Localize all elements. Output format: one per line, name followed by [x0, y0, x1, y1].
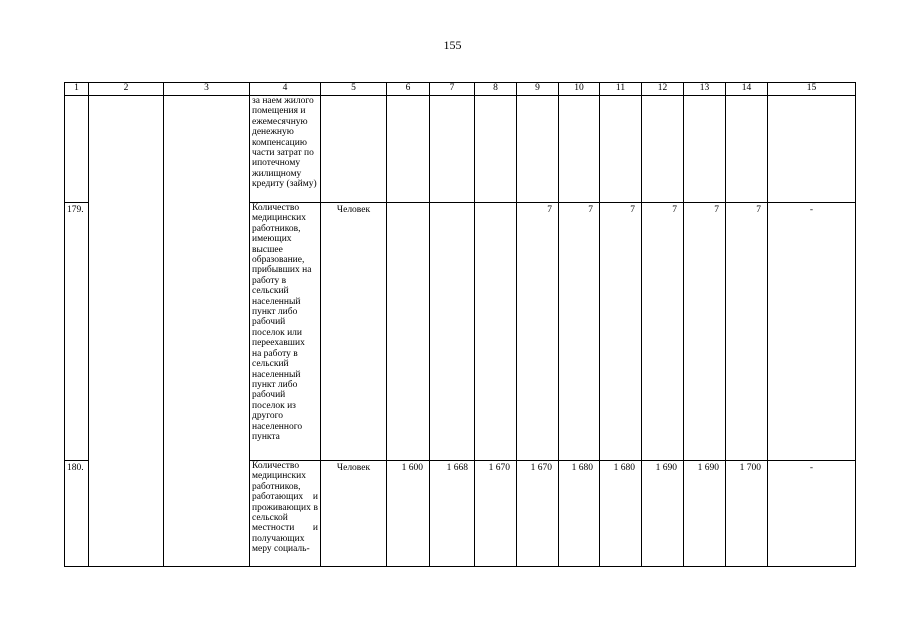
value-cell: [559, 96, 600, 203]
indicator-name: Количество медицинских работников, работающих и проживающих в сельской местности и получающих меру социаль-: [250, 461, 321, 567]
value-cell: 1 680: [600, 461, 642, 567]
note-cell: -: [768, 461, 856, 567]
value-cell: [475, 96, 517, 203]
row-number: 179.: [65, 203, 89, 461]
page-number: 155: [443, 38, 462, 52]
row-number: [65, 96, 89, 203]
header-cell-9: 9: [517, 83, 559, 96]
header-cell-2: 2: [89, 83, 164, 96]
row-number: 180.: [65, 461, 89, 567]
indicator-name: Количество медицинских работников, имеющих высшее образование, прибывших на работу в сельский населенный пункт либо рабочий поселок или переехавших на работу в сельский населенный пункт либо рабочий поселок из другого населенного пункта: [250, 203, 321, 461]
note-cell: [768, 96, 856, 203]
value-cell: [684, 96, 726, 203]
value-cell: [600, 96, 642, 203]
table-row: [65, 96, 856, 203]
value-cell: 7: [600, 203, 642, 461]
unit-cell: Человек: [321, 461, 387, 567]
header-cell-1: 1: [65, 83, 89, 96]
header-cell-14: 14: [726, 83, 768, 96]
header-cell-10: 10: [559, 83, 600, 96]
header-cell-3: 3: [164, 83, 250, 96]
value-cell: 1 670: [517, 461, 559, 567]
value-cell: [387, 96, 430, 203]
indicator-name: за наем жилого помещения и ежемесячную денежную компенсацию части затрат по ипотечному жилищному кредиту (займу): [250, 96, 321, 203]
header-cell-7: 7: [430, 83, 475, 96]
data-table: [64, 82, 856, 567]
value-cell: 7: [684, 203, 726, 461]
merged-cell-col2: [89, 96, 164, 567]
value-cell: 1 690: [684, 461, 726, 567]
merged-cell-col3: [164, 96, 250, 567]
value-cell: [430, 96, 475, 203]
value-cell: [430, 203, 475, 461]
value-cell: [517, 96, 559, 203]
header-row: [65, 83, 856, 96]
header-cell-5: 5: [321, 83, 387, 96]
value-cell: 7: [517, 203, 559, 461]
value-cell: 1 680: [559, 461, 600, 567]
unit-cell: [321, 96, 387, 203]
value-cell: 7: [642, 203, 684, 461]
value-cell: 7: [559, 203, 600, 461]
header-cell-12: 12: [642, 83, 684, 96]
header-cell-4: 4: [250, 83, 321, 96]
value-cell: 1 600: [387, 461, 430, 567]
unit-cell: Человек: [321, 203, 387, 461]
value-cell: [475, 203, 517, 461]
header-cell-8: 8: [475, 83, 517, 96]
value-cell: 1 668: [430, 461, 475, 567]
value-cell: 7: [726, 203, 768, 461]
value-cell: 1 700: [726, 461, 768, 567]
header-cell-15: 15: [768, 83, 856, 96]
value-cell: 1 690: [642, 461, 684, 567]
note-cell: -: [768, 203, 856, 461]
value-cell: [642, 96, 684, 203]
header-cell-11: 11: [600, 83, 642, 96]
value-cell: [726, 96, 768, 203]
value-cell: 1 670: [475, 461, 517, 567]
value-cell: [387, 203, 430, 461]
header-cell-13: 13: [684, 83, 726, 96]
header-cell-6: 6: [387, 83, 430, 96]
